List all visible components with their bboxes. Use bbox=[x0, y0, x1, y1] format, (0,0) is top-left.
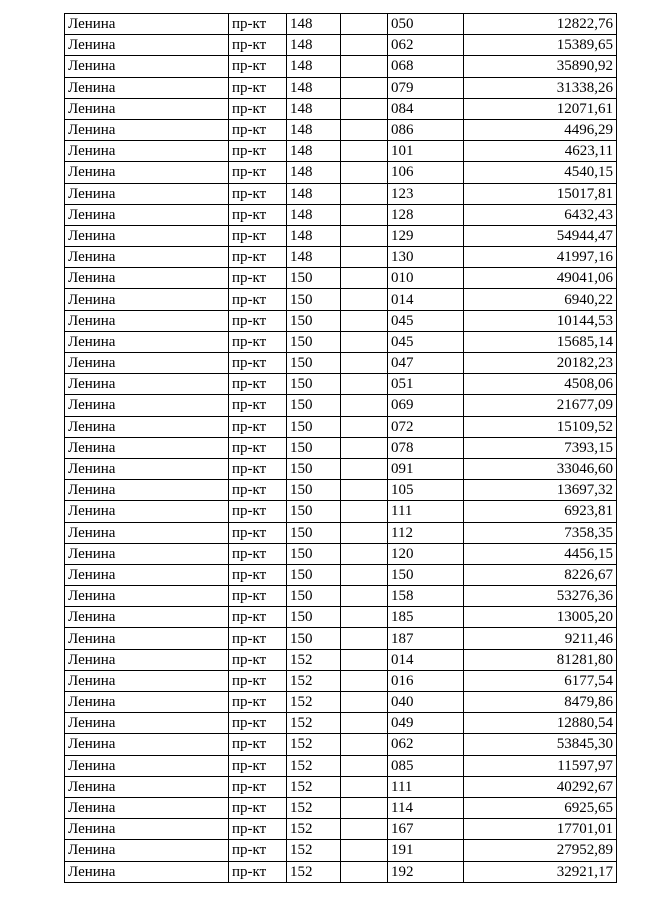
apartment-cell: 051 bbox=[388, 374, 464, 395]
amount-cell: 53276,36 bbox=[464, 586, 617, 607]
apartment-cell: 111 bbox=[388, 501, 464, 522]
amount-cell: 12071,61 bbox=[464, 98, 617, 119]
house-cell: 152 bbox=[287, 649, 341, 670]
table-row bbox=[65, 395, 617, 416]
house-cell: 148 bbox=[287, 14, 341, 35]
apartment-cell: 105 bbox=[388, 480, 464, 501]
street-type-cell: пр-кт bbox=[229, 416, 287, 437]
table-row bbox=[65, 374, 617, 395]
street-cell: Ленина bbox=[65, 501, 229, 522]
building-cell bbox=[341, 204, 388, 225]
house-cell: 148 bbox=[287, 35, 341, 56]
building-cell bbox=[341, 670, 388, 691]
building-cell bbox=[341, 586, 388, 607]
street-type-cell: пр-кт bbox=[229, 670, 287, 691]
street-cell: Ленина bbox=[65, 247, 229, 268]
amount-cell: 40292,67 bbox=[464, 776, 617, 797]
apartment-cell: 101 bbox=[388, 141, 464, 162]
amount-cell: 33046,60 bbox=[464, 458, 617, 479]
amount-cell: 8479,86 bbox=[464, 692, 617, 713]
building-cell bbox=[341, 840, 388, 861]
table-row bbox=[65, 119, 617, 140]
table-row bbox=[65, 861, 617, 882]
building-cell bbox=[341, 734, 388, 755]
apartment-cell: 049 bbox=[388, 713, 464, 734]
street-cell: Ленина bbox=[65, 861, 229, 882]
apartment-cell: 123 bbox=[388, 183, 464, 204]
street-cell: Ленина bbox=[65, 395, 229, 416]
table-row bbox=[65, 225, 617, 246]
street-type-cell: пр-кт bbox=[229, 395, 287, 416]
table-row bbox=[65, 437, 617, 458]
street-cell: Ленина bbox=[65, 670, 229, 691]
apartment-cell: 129 bbox=[388, 225, 464, 246]
building-cell bbox=[341, 310, 388, 331]
table-body bbox=[65, 14, 617, 883]
apartment-cell: 069 bbox=[388, 395, 464, 416]
apartment-cell: 072 bbox=[388, 416, 464, 437]
building-cell bbox=[341, 247, 388, 268]
apartment-cell: 084 bbox=[388, 98, 464, 119]
street-cell: Ленина bbox=[65, 204, 229, 225]
amount-cell: 13005,20 bbox=[464, 607, 617, 628]
amount-cell: 6923,81 bbox=[464, 501, 617, 522]
amount-cell: 31338,26 bbox=[464, 77, 617, 98]
amount-cell: 4508,06 bbox=[464, 374, 617, 395]
apartment-cell: 120 bbox=[388, 543, 464, 564]
apartment-cell: 078 bbox=[388, 437, 464, 458]
street-type-cell: пр-кт bbox=[229, 98, 287, 119]
house-cell: 148 bbox=[287, 98, 341, 119]
apartment-cell: 158 bbox=[388, 586, 464, 607]
table-row bbox=[65, 56, 617, 77]
street-type-cell: пр-кт bbox=[229, 374, 287, 395]
house-cell: 148 bbox=[287, 56, 341, 77]
table-row bbox=[65, 204, 617, 225]
street-type-cell: пр-кт bbox=[229, 119, 287, 140]
amount-cell: 49041,06 bbox=[464, 268, 617, 289]
street-type-cell: пр-кт bbox=[229, 353, 287, 374]
apartment-cell: 192 bbox=[388, 861, 464, 882]
house-cell: 150 bbox=[287, 543, 341, 564]
building-cell bbox=[341, 522, 388, 543]
amount-cell: 8226,67 bbox=[464, 564, 617, 585]
street-cell: Ленина bbox=[65, 289, 229, 310]
street-cell: Ленина bbox=[65, 119, 229, 140]
building-cell bbox=[341, 607, 388, 628]
street-type-cell: пр-кт bbox=[229, 141, 287, 162]
street-cell: Ленина bbox=[65, 353, 229, 374]
house-cell: 152 bbox=[287, 819, 341, 840]
street-cell: Ленина bbox=[65, 437, 229, 458]
table-row bbox=[65, 586, 617, 607]
building-cell bbox=[341, 395, 388, 416]
street-cell: Ленина bbox=[65, 480, 229, 501]
apartment-cell: 050 bbox=[388, 14, 464, 35]
street-cell: Ленина bbox=[65, 374, 229, 395]
street-type-cell: пр-кт bbox=[229, 840, 287, 861]
house-cell: 150 bbox=[287, 480, 341, 501]
table-row bbox=[65, 310, 617, 331]
building-cell bbox=[341, 458, 388, 479]
street-cell: Ленина bbox=[65, 162, 229, 183]
apartment-cell: 010 bbox=[388, 268, 464, 289]
house-cell: 152 bbox=[287, 734, 341, 755]
apartment-cell: 079 bbox=[388, 77, 464, 98]
street-cell: Ленина bbox=[65, 183, 229, 204]
building-cell bbox=[341, 331, 388, 352]
house-cell: 150 bbox=[287, 437, 341, 458]
amount-cell: 20182,23 bbox=[464, 353, 617, 374]
street-cell: Ленина bbox=[65, 713, 229, 734]
apartment-cell: 114 bbox=[388, 797, 464, 818]
street-cell: Ленина bbox=[65, 416, 229, 437]
table-row bbox=[65, 522, 617, 543]
street-type-cell: пр-кт bbox=[229, 14, 287, 35]
table-row bbox=[65, 289, 617, 310]
building-cell bbox=[341, 543, 388, 564]
table-row bbox=[65, 183, 617, 204]
house-cell: 150 bbox=[287, 416, 341, 437]
street-cell: Ленина bbox=[65, 77, 229, 98]
street-cell: Ленина bbox=[65, 776, 229, 797]
street-type-cell: пр-кт bbox=[229, 480, 287, 501]
apartment-cell: 106 bbox=[388, 162, 464, 183]
apartment-cell: 086 bbox=[388, 119, 464, 140]
apartment-cell: 062 bbox=[388, 35, 464, 56]
building-cell bbox=[341, 437, 388, 458]
table-row bbox=[65, 607, 617, 628]
apartment-cell: 150 bbox=[388, 564, 464, 585]
house-cell: 148 bbox=[287, 119, 341, 140]
building-cell bbox=[341, 501, 388, 522]
apartment-cell: 191 bbox=[388, 840, 464, 861]
amount-cell: 54944,47 bbox=[464, 225, 617, 246]
apartment-cell: 062 bbox=[388, 734, 464, 755]
apartment-cell: 068 bbox=[388, 56, 464, 77]
house-cell: 152 bbox=[287, 776, 341, 797]
building-cell bbox=[341, 225, 388, 246]
amount-cell: 15109,52 bbox=[464, 416, 617, 437]
house-cell: 148 bbox=[287, 183, 341, 204]
house-cell: 152 bbox=[287, 861, 341, 882]
street-type-cell: пр-кт bbox=[229, 776, 287, 797]
street-type-cell: пр-кт bbox=[229, 649, 287, 670]
street-cell: Ленина bbox=[65, 586, 229, 607]
building-cell bbox=[341, 183, 388, 204]
street-cell: Ленина bbox=[65, 141, 229, 162]
building-cell bbox=[341, 692, 388, 713]
building-cell bbox=[341, 416, 388, 437]
apartment-cell: 047 bbox=[388, 353, 464, 374]
building-cell bbox=[341, 141, 388, 162]
building-cell bbox=[341, 77, 388, 98]
amount-cell: 4623,11 bbox=[464, 141, 617, 162]
house-cell: 148 bbox=[287, 162, 341, 183]
street-type-cell: пр-кт bbox=[229, 437, 287, 458]
building-cell bbox=[341, 861, 388, 882]
apartment-cell: 111 bbox=[388, 776, 464, 797]
apartment-cell: 187 bbox=[388, 628, 464, 649]
house-cell: 150 bbox=[287, 374, 341, 395]
table-row bbox=[65, 734, 617, 755]
table-row bbox=[65, 628, 617, 649]
street-type-cell: пр-кт bbox=[229, 225, 287, 246]
table-row bbox=[65, 564, 617, 585]
amount-cell: 17701,01 bbox=[464, 819, 617, 840]
building-cell bbox=[341, 755, 388, 776]
street-cell: Ленина bbox=[65, 310, 229, 331]
house-cell: 152 bbox=[287, 670, 341, 691]
building-cell bbox=[341, 819, 388, 840]
house-cell: 152 bbox=[287, 755, 341, 776]
table-row bbox=[65, 840, 617, 861]
street-type-cell: пр-кт bbox=[229, 501, 287, 522]
amount-cell: 15389,65 bbox=[464, 35, 617, 56]
house-cell: 150 bbox=[287, 268, 341, 289]
amount-cell: 6177,54 bbox=[464, 670, 617, 691]
table-row bbox=[65, 141, 617, 162]
building-cell bbox=[341, 564, 388, 585]
street-cell: Ленина bbox=[65, 35, 229, 56]
house-cell: 150 bbox=[287, 564, 341, 585]
house-cell: 150 bbox=[287, 395, 341, 416]
street-type-cell: пр-кт bbox=[229, 819, 287, 840]
table-row bbox=[65, 35, 617, 56]
street-type-cell: пр-кт bbox=[229, 628, 287, 649]
amount-cell: 32921,17 bbox=[464, 861, 617, 882]
street-cell: Ленина bbox=[65, 458, 229, 479]
table-row bbox=[65, 268, 617, 289]
table-row bbox=[65, 77, 617, 98]
street-type-cell: пр-кт bbox=[229, 204, 287, 225]
table-row bbox=[65, 162, 617, 183]
building-cell bbox=[341, 98, 388, 119]
street-type-cell: пр-кт bbox=[229, 543, 287, 564]
amount-cell: 15017,81 bbox=[464, 183, 617, 204]
street-type-cell: пр-кт bbox=[229, 162, 287, 183]
street-type-cell: пр-кт bbox=[229, 586, 287, 607]
street-type-cell: пр-кт bbox=[229, 183, 287, 204]
house-cell: 148 bbox=[287, 225, 341, 246]
amount-cell: 41997,16 bbox=[464, 247, 617, 268]
street-type-cell: пр-кт bbox=[229, 35, 287, 56]
table-row bbox=[65, 416, 617, 437]
building-cell bbox=[341, 649, 388, 670]
table-row bbox=[65, 755, 617, 776]
amount-cell: 6925,65 bbox=[464, 797, 617, 818]
street-cell: Ленина bbox=[65, 564, 229, 585]
building-cell bbox=[341, 480, 388, 501]
street-cell: Ленина bbox=[65, 734, 229, 755]
building-cell bbox=[341, 268, 388, 289]
building-cell bbox=[341, 374, 388, 395]
street-type-cell: пр-кт bbox=[229, 77, 287, 98]
building-cell bbox=[341, 353, 388, 374]
amount-cell: 7393,15 bbox=[464, 437, 617, 458]
house-cell: 150 bbox=[287, 353, 341, 374]
table-row bbox=[65, 670, 617, 691]
house-cell: 150 bbox=[287, 607, 341, 628]
street-cell: Ленина bbox=[65, 331, 229, 352]
street-type-cell: пр-кт bbox=[229, 522, 287, 543]
amount-cell: 21677,09 bbox=[464, 395, 617, 416]
street-type-cell: пр-кт bbox=[229, 310, 287, 331]
apartment-cell: 130 bbox=[388, 247, 464, 268]
apartment-cell: 185 bbox=[388, 607, 464, 628]
street-type-cell: пр-кт bbox=[229, 797, 287, 818]
house-cell: 148 bbox=[287, 141, 341, 162]
table-row bbox=[65, 501, 617, 522]
apartment-cell: 040 bbox=[388, 692, 464, 713]
amount-cell: 10144,53 bbox=[464, 310, 617, 331]
amount-cell: 6940,22 bbox=[464, 289, 617, 310]
apartment-cell: 045 bbox=[388, 310, 464, 331]
amount-cell: 27952,89 bbox=[464, 840, 617, 861]
street-type-cell: пр-кт bbox=[229, 734, 287, 755]
building-cell bbox=[341, 289, 388, 310]
house-cell: 152 bbox=[287, 797, 341, 818]
table-row bbox=[65, 480, 617, 501]
street-type-cell: пр-кт bbox=[229, 268, 287, 289]
building-cell bbox=[341, 628, 388, 649]
street-cell: Ленина bbox=[65, 692, 229, 713]
house-cell: 148 bbox=[287, 77, 341, 98]
street-cell: Ленина bbox=[65, 98, 229, 119]
amount-cell: 15685,14 bbox=[464, 331, 617, 352]
street-cell: Ленина bbox=[65, 755, 229, 776]
street-cell: Ленина bbox=[65, 56, 229, 77]
house-cell: 148 bbox=[287, 247, 341, 268]
building-cell bbox=[341, 14, 388, 35]
street-cell: Ленина bbox=[65, 522, 229, 543]
street-type-cell: пр-кт bbox=[229, 331, 287, 352]
building-cell bbox=[341, 797, 388, 818]
street-cell: Ленина bbox=[65, 649, 229, 670]
street-type-cell: пр-кт bbox=[229, 755, 287, 776]
house-cell: 150 bbox=[287, 628, 341, 649]
apartment-cell: 167 bbox=[388, 819, 464, 840]
amount-cell: 53845,30 bbox=[464, 734, 617, 755]
table-row bbox=[65, 776, 617, 797]
house-cell: 150 bbox=[287, 331, 341, 352]
table-row bbox=[65, 819, 617, 840]
apartment-cell: 045 bbox=[388, 331, 464, 352]
street-type-cell: пр-кт bbox=[229, 289, 287, 310]
amount-cell: 12822,76 bbox=[464, 14, 617, 35]
house-cell: 152 bbox=[287, 713, 341, 734]
table-row bbox=[65, 649, 617, 670]
amount-cell: 81281,80 bbox=[464, 649, 617, 670]
street-type-cell: пр-кт bbox=[229, 607, 287, 628]
amount-cell: 9211,46 bbox=[464, 628, 617, 649]
house-cell: 150 bbox=[287, 501, 341, 522]
house-cell: 150 bbox=[287, 458, 341, 479]
apartment-cell: 014 bbox=[388, 289, 464, 310]
street-cell: Ленина bbox=[65, 268, 229, 289]
apartment-cell: 128 bbox=[388, 204, 464, 225]
building-cell bbox=[341, 56, 388, 77]
table-row bbox=[65, 797, 617, 818]
amount-cell: 4540,15 bbox=[464, 162, 617, 183]
street-cell: Ленина bbox=[65, 607, 229, 628]
house-cell: 148 bbox=[287, 204, 341, 225]
street-cell: Ленина bbox=[65, 543, 229, 564]
table-row bbox=[65, 98, 617, 119]
street-type-cell: пр-кт bbox=[229, 692, 287, 713]
house-cell: 150 bbox=[287, 289, 341, 310]
amount-cell: 6432,43 bbox=[464, 204, 617, 225]
debt-table bbox=[64, 13, 617, 883]
street-type-cell: пр-кт bbox=[229, 458, 287, 479]
table-row bbox=[65, 331, 617, 352]
apartment-cell: 091 bbox=[388, 458, 464, 479]
street-type-cell: пр-кт bbox=[229, 713, 287, 734]
house-cell: 152 bbox=[287, 692, 341, 713]
building-cell bbox=[341, 119, 388, 140]
table-row bbox=[65, 713, 617, 734]
building-cell bbox=[341, 713, 388, 734]
street-cell: Ленина bbox=[65, 819, 229, 840]
table-row bbox=[65, 543, 617, 564]
apartment-cell: 014 bbox=[388, 649, 464, 670]
amount-cell: 35890,92 bbox=[464, 56, 617, 77]
apartment-cell: 016 bbox=[388, 670, 464, 691]
street-type-cell: пр-кт bbox=[229, 564, 287, 585]
building-cell bbox=[341, 776, 388, 797]
street-type-cell: пр-кт bbox=[229, 861, 287, 882]
street-cell: Ленина bbox=[65, 840, 229, 861]
street-cell: Ленина bbox=[65, 14, 229, 35]
amount-cell: 4456,15 bbox=[464, 543, 617, 564]
house-cell: 150 bbox=[287, 310, 341, 331]
street-type-cell: пр-кт bbox=[229, 56, 287, 77]
table-row bbox=[65, 353, 617, 374]
table-row bbox=[65, 458, 617, 479]
amount-cell: 4496,29 bbox=[464, 119, 617, 140]
amount-cell: 12880,54 bbox=[464, 713, 617, 734]
apartment-cell: 085 bbox=[388, 755, 464, 776]
amount-cell: 13697,32 bbox=[464, 480, 617, 501]
house-cell: 150 bbox=[287, 586, 341, 607]
house-cell: 152 bbox=[287, 840, 341, 861]
street-cell: Ленина bbox=[65, 628, 229, 649]
table-row bbox=[65, 247, 617, 268]
table-row bbox=[65, 14, 617, 35]
street-cell: Ленина bbox=[65, 797, 229, 818]
apartment-cell: 112 bbox=[388, 522, 464, 543]
amount-cell: 7358,35 bbox=[464, 522, 617, 543]
table-row bbox=[65, 692, 617, 713]
amount-cell: 11597,97 bbox=[464, 755, 617, 776]
building-cell bbox=[341, 35, 388, 56]
street-type-cell: пр-кт bbox=[229, 247, 287, 268]
building-cell bbox=[341, 162, 388, 183]
house-cell: 150 bbox=[287, 522, 341, 543]
street-cell: Ленина bbox=[65, 225, 229, 246]
